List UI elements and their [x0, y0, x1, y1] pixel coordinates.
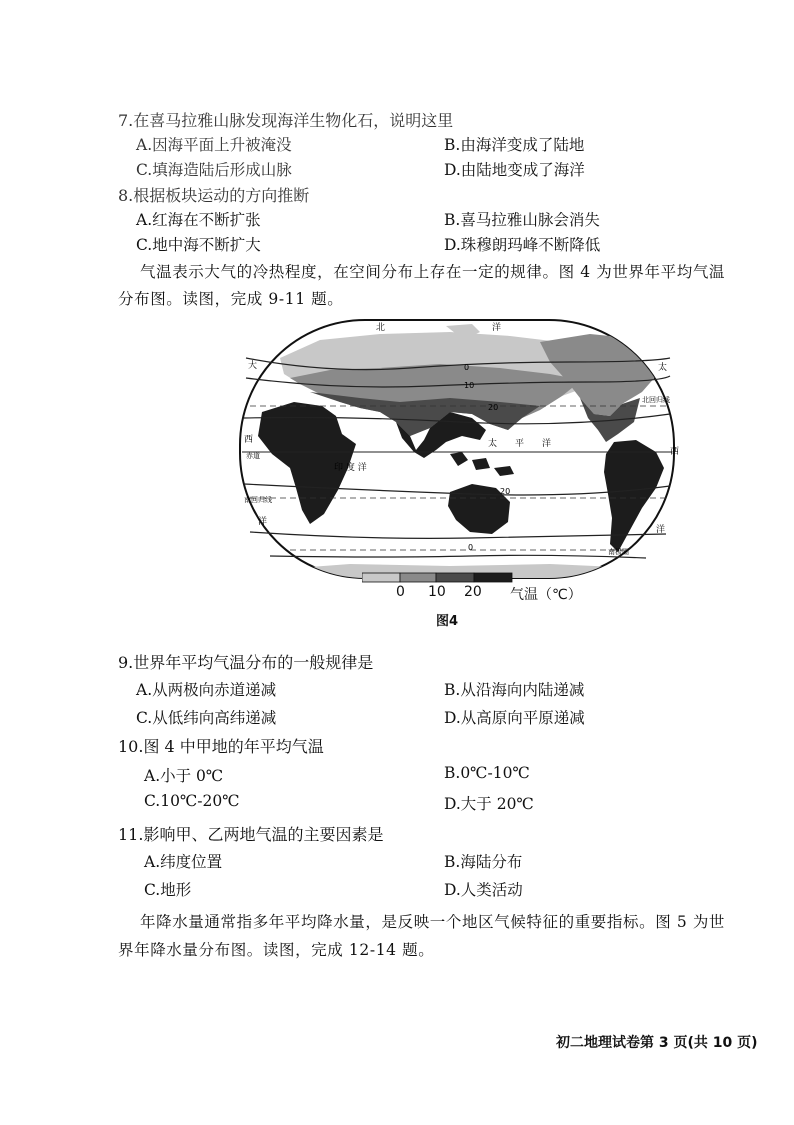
label-tai: 太 — [658, 363, 668, 373]
question-7-option-c: C.填海造陆后形成山脉 — [136, 161, 292, 179]
intro-paragraph-2-line-1: 年降水量通常指多年平均降水量，是反映一个地区气候特征的重要指标。图 5 为世 — [140, 913, 726, 931]
label-isotherm-20-bottom: 20 — [500, 487, 511, 496]
question-11-option-a: A.纬度位置 — [144, 853, 223, 871]
question-9-option-a: A.从两极向赤道递减 — [136, 681, 277, 699]
question-8-stem: 8.根据板块运动的方向推断 — [118, 186, 310, 205]
legend-tick-10: 10 — [428, 584, 446, 600]
label-xi-2: 西 — [670, 447, 680, 457]
label-isotherm-20-top: 20 — [488, 403, 499, 412]
legend-swatch-above-20 — [474, 573, 512, 582]
question-10-stem: 10.图 4 中甲地的年平均气温 — [118, 737, 324, 756]
question-8-option-d: D.珠穆朗玛峰不断降低 — [444, 236, 601, 254]
temperature-legend — [362, 572, 622, 608]
question-10-option-a: A.小于 0℃ — [144, 767, 224, 785]
label-tropic-of-capricorn: 南回归线 — [244, 496, 272, 504]
question-11-stem: 11.影响甲、乙两地气温的主要因素是 — [118, 825, 384, 844]
legend-color-bar — [362, 572, 622, 584]
intro-paragraph-1-line-2: 分布图。读图，完成 9-11 题。 — [118, 290, 344, 308]
label-antarctic-circle: 南极圈 — [608, 548, 629, 556]
question-10-option-c: C.10℃-20℃ — [144, 792, 240, 810]
label-isotherm-0-bottom: 0 — [468, 543, 474, 552]
question-11-option-d: D.人类活动 — [444, 881, 523, 899]
legend-swatch-below-0 — [362, 573, 400, 582]
question-11-option-c: C.地形 — [144, 881, 192, 899]
label-tropic-of-cancer: 北回归线 — [642, 396, 670, 404]
question-7-option-b: B.由海洋变成了陆地 — [444, 136, 585, 154]
legend-swatch-0-10 — [400, 573, 436, 582]
label-equator: 赤道 — [246, 452, 260, 460]
intro-paragraph-1-line-1: 气温表示大气的冷热程度，在空间分布上存在一定的规律。图 4 为世界年平均气温 — [140, 263, 726, 281]
label-isotherm-10: 10 — [464, 381, 475, 390]
question-11-option-b: B.海陆分布 — [444, 853, 523, 871]
page-footer: 初二地理试卷第 3 页(共 10 页) — [556, 1035, 758, 1051]
question-8-option-b: B.喜马拉雅山脉会消失 — [444, 211, 600, 229]
question-7-option-a: A.因海平面上升被淹没 — [136, 136, 292, 154]
question-9-option-c: C.从低纬向高纬递减 — [136, 709, 277, 727]
label-north: 北 — [376, 323, 386, 333]
question-8-option-c: C.地中海不断扩大 — [136, 236, 261, 254]
question-10-option-b: B.0℃-10℃ — [444, 764, 530, 782]
intro-paragraph-2-line-2: 界年降水量分布图。读图，完成 12-14 题。 — [118, 941, 435, 959]
question-8-option-a: A.红海在不断扩张 — [136, 211, 261, 229]
question-9-option-d: D.从高原向平原递减 — [444, 709, 585, 727]
legend-tick-20: 20 — [464, 584, 482, 600]
label-yang-top: 洋 — [492, 323, 502, 333]
question-10-option-d: D.大于 20℃ — [444, 795, 534, 813]
label-da: 大 — [248, 361, 258, 371]
world-temperature-map — [210, 318, 704, 580]
label-yang-left: 洋 — [258, 517, 268, 527]
label-yang-right: 洋 — [656, 525, 666, 535]
legend-tick-0: 0 — [396, 584, 405, 600]
world-temperature-map-svg — [210, 318, 704, 580]
question-7-stem: 7.在喜马拉雅山脉发现海洋生物化石，说明这里 — [118, 111, 454, 130]
figure-caption: 图4 — [436, 614, 459, 629]
question-7-option-d: D.由陆地变成了海洋 — [444, 161, 585, 179]
label-xi: 西 — [244, 435, 254, 445]
label-pacific: 太 平 洋 — [488, 439, 552, 449]
legend-swatch-10-20 — [436, 573, 474, 582]
label-isotherm-0-top: 0 — [464, 363, 470, 372]
question-9-option-b: B.从沿海向内陆递减 — [444, 681, 585, 699]
legend-unit-label: 气温（℃） — [510, 587, 582, 603]
question-9-stem: 9.世界年平均气温分布的一般规律是 — [118, 653, 374, 672]
label-indian-ocean: 印 度 洋 — [334, 463, 367, 473]
